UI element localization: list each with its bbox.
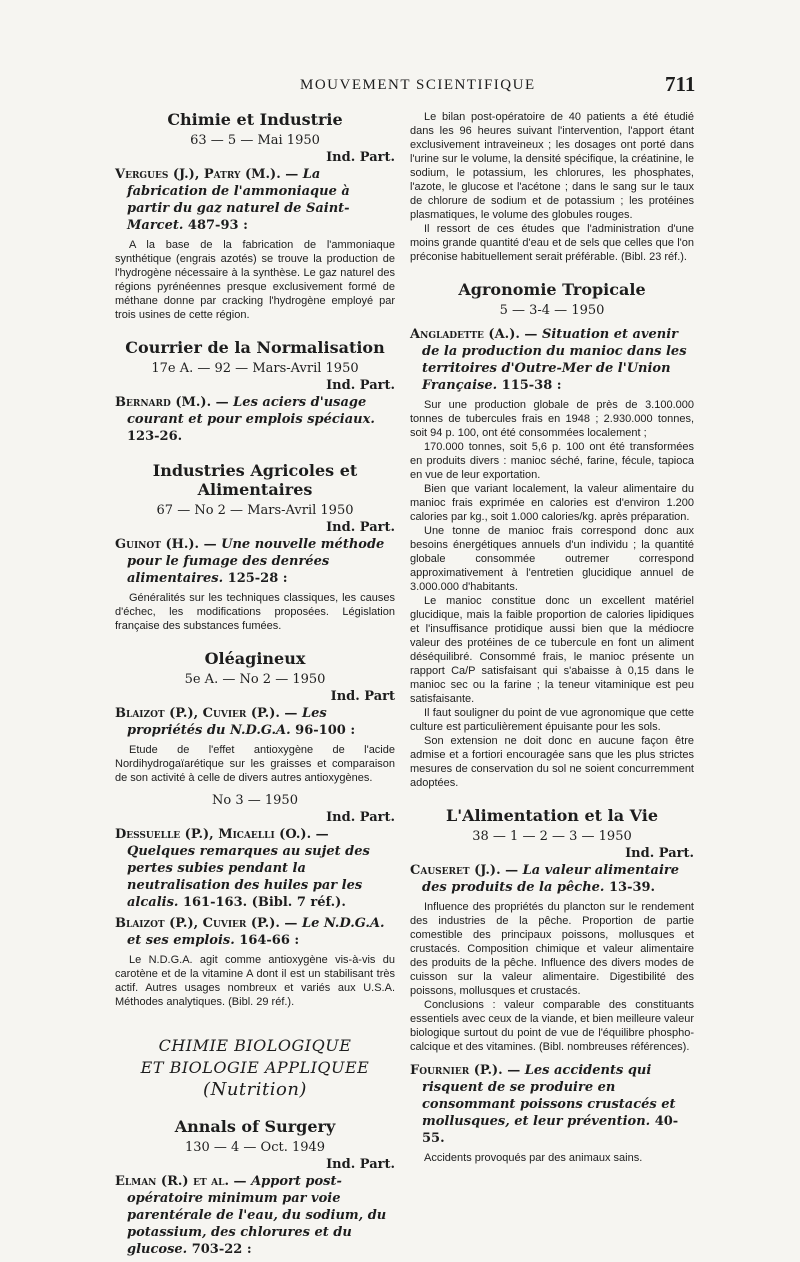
citation-authors: Fournier (P.). —	[410, 1063, 525, 1078]
journal-title: Chimie et Industrie	[167, 110, 343, 129]
citation-title: Les accidents qui risquent de se produire en consommant poissons crustacés et mollusques, et leur prévention.	[422, 1063, 676, 1129]
abstract-paragraph: Etude de l'effet antioxygène de l'acide Nordihydrogaïarétique sur les graisses et comparaison de son activité à celle de divers autres antioxygènes.	[115, 744, 395, 784]
citation-pages: 161-163. (Bibl. 7 réf.).	[178, 895, 346, 910]
citation-authors: Elman (R.) et al. —	[115, 1174, 252, 1189]
abstract-paragraph: Son extension ne doit donc en aucune façon être admise et a fortiori encouragée sans que les plus strictes mesures de conservation du sol ne soient concurremment adoptées.	[410, 735, 694, 789]
abstract-paragraph: Influence des propriétés du plancton sur le rendement des industries de la pêche. Proportion de partie comestible des principaux poissons, mollusques et crustacés. Composition chimique et valeur alimentaire des produits de la pêche. Influence des divers modes de cuisson sur la valeur alimentaire. Digestibilité des poissons, mollusques et crustacés.	[410, 901, 694, 997]
citation-authors: Dessuelle (P.), Micaelli (O.). —	[115, 827, 329, 842]
citation-pages: 115-38 :	[497, 378, 562, 393]
citation-pages: 125-28 :	[223, 571, 288, 586]
journal-issue: 5 — 3-4 — 1950	[499, 303, 605, 318]
abstract-paragraph: A la base de la fabrication de l'ammoniaque synthétique (engrais azotés) se trouve la production de l'hydrogène nécessaire à la synthèse. Le gaz naturel des régions pyrénéennes presque exclusivement formé de méthane donne par cracking l'hydrogène employé par trois usines de cette région.	[115, 239, 395, 321]
citation-authors: Causeret (J.). —	[410, 863, 523, 878]
index-label: Ind. Part.	[326, 1157, 395, 1172]
journal-issue: 130 — 4 — Oct. 1949	[184, 1140, 326, 1155]
citation-authors: Blaizot (P.), Cuvier (P.). —	[115, 706, 302, 721]
citation-title: Les aciers d'usage courant et pour emplois spéciaux.	[127, 395, 375, 427]
journal-title: Agronomie Tropicale	[458, 280, 646, 299]
citation-authors: Vergues (J.), Patry (M.). —	[115, 167, 303, 182]
journal-title: L'Alimentation et la Vie	[445, 806, 659, 825]
citation-title: Apport post-opératoire minimum par voie parentérale de l'eau, du sodium, du potassium, des chlorures et du glucose.	[127, 1174, 387, 1257]
citation-pages: 13-39.	[604, 880, 656, 895]
abstract-paragraph: Le bilan post-opératoire de 40 patients a été étudié dans les 96 heures suivant l'intervention, l'apport étant exclusivement intraveineux ; les dosages ont porté dans l'urine sur le volume, la densité spécifique, la créatinine, le sodium, le potassium, les chlorures, les phosphates, l'azote, le glucose et l'acétone ; dans le sang sur le taux de chlorure de sodium et de potassium ; les protéines plasmatiques, le volume des globules rouges.	[410, 111, 694, 221]
index-label: Ind. Part	[330, 689, 395, 704]
journal-issue: No 3 — 1950	[212, 793, 298, 808]
citation-authors: Angladette (A.). —	[410, 327, 542, 342]
abstract-paragraph: Il ressort de ces études que l'administration d'une moins grande quantité d'eau et de sels que celles que l'on préconise habituellement serait préférable. (Bibl. 23 réf.).	[410, 223, 694, 263]
abstract-paragraph: Conclusions : valeur comparable des constituants essentiels avec ceux de la viande, et bien meilleure valeur biologique surtout du point de vue de l'équilibre phospho-calcique et des vitamines. (Bibl. nombreuses références).	[410, 999, 694, 1053]
section-heading-line: ET BIOLOGIE APPLIQUEE	[140, 1058, 370, 1077]
abstract-paragraph: Généralités sur les techniques classiques, les causes d'échec, les modifications proposées. Législation française des substances fumées.	[115, 592, 395, 632]
journal-title: Oléagineux	[204, 649, 306, 668]
section-heading-line: CHIMIE BIOLOGIQUE	[158, 1036, 352, 1055]
citation-pages: 96-100 :	[290, 723, 356, 738]
right-column	[410, 110, 694, 1165]
citation-pages: 40-55.	[422, 1114, 679, 1146]
abstract	[410, 900, 694, 1054]
journal-issue: 17e A. — 92 — Mars-Avril 1950	[151, 361, 359, 376]
citation-authors: Bernard (M.). —	[115, 395, 234, 410]
abstract-paragraph: Bien que variant localement, la valeur alimentaire du manioc frais exprimée en calories est d'environ 1.200 calories par kg., soit 1.000 calories/kg. après préparation.	[410, 483, 694, 523]
journal-title: Annals of Surgery	[174, 1117, 336, 1136]
abstract-paragraph: Accidents provoqués par des animaux sains.	[424, 1152, 643, 1164]
citation-authors: Guinot (H.). —	[115, 537, 222, 552]
abstract	[115, 238, 395, 322]
citation-pages: 164-66 :	[234, 933, 300, 948]
citation	[410, 1062, 694, 1147]
citation	[115, 1173, 395, 1258]
citation	[115, 536, 395, 587]
citation-title: Quelques remarques au sujet des pertes subies pendant la neutralisation des huiles par les alcalis.	[127, 844, 370, 910]
citation	[410, 326, 694, 394]
index-label: Ind. Part.	[326, 810, 395, 825]
index-label: Ind. Part.	[326, 520, 395, 535]
citation-title: Une nouvelle méthode pour le fumage des denrées alimentaires.	[127, 537, 385, 586]
abstract-paragraph: Une tonne de manioc frais correspond donc aux besoins énergétiques annuels d'un individu ; la quantité globale consommée outremer correspond approximativement à l'entretien glucidique annuel de 3.000.000 d'habitants.	[410, 525, 694, 593]
journal-issue: 67 — No 2 — Mars-Avril 1950	[156, 503, 354, 518]
citation-pages: 703-22 :	[187, 1242, 252, 1257]
citation	[115, 826, 395, 911]
abstract	[115, 743, 395, 785]
citation-title: La valeur alimentaire des produits de la pêche.	[422, 863, 680, 895]
citation-pages: 123-26.	[127, 429, 183, 444]
journal-issue: 63 — 5 — Mai 1950	[190, 133, 320, 148]
abstract-paragraph: 170.000 tonnes, soit 5,6 p. 100 ont été transformées en produits divers : manioc séché, farine, fécule, tapioca en vue de leur exportation.	[410, 441, 694, 481]
running-title: MOUVEMENT SCIENTIFIQUE	[300, 77, 536, 93]
journal-title: Industries Agricoles et Alimentaires	[152, 461, 358, 499]
section-heading	[115, 1035, 395, 1101]
citation-pages: 487-93 :	[183, 218, 248, 233]
page-number: 711	[665, 72, 696, 96]
abstract-paragraph: Sur une production globale de près de 3.100.000 tonnes de tubercules frais en 1948 ; 2.930.000 tonnes, soit 94 p. 100, ont été consommées localement ;	[410, 399, 694, 439]
citation	[410, 862, 694, 896]
citation	[115, 394, 395, 445]
abstract	[410, 1151, 694, 1165]
abstract	[410, 398, 694, 790]
abstract	[115, 953, 395, 1009]
journal-title: Courrier de la Normalisation	[125, 338, 385, 357]
running-header	[0, 74, 800, 98]
index-label: Ind. Part.	[625, 846, 694, 861]
citation	[115, 166, 395, 234]
citation-title: Les propriétés du N.D.G.A.	[127, 706, 327, 738]
abstract-paragraph: Le N.D.G.A. agit comme antioxygène vis-à-vis du carotène et de la vitamine A dont il est un stabilisant très actif. Autres usages nombreux et variés aux U.S.A. Méthodes analytiques. (Bibl. 29 réf.).	[115, 954, 395, 1008]
citation-title: Le N.D.G.A. et ses emplois.	[127, 916, 385, 948]
journal-issue: 38 — 1 — 2 — 3 — 1950	[472, 829, 632, 844]
citation-title: La fabrication de l'ammoniaque à partir du gaz naturel de Saint-Marcet.	[127, 167, 350, 233]
citation-authors: Blaizot (P.), Cuvier (P.). —	[115, 916, 302, 931]
abstract-paragraph: Il faut souligner du point de vue agronomique que cette culture est particulièrement épuisante pour les sols.	[410, 707, 694, 733]
citation	[115, 705, 395, 739]
journal-issue: 5e A. — No 2 — 1950	[184, 672, 326, 687]
section-subheading: (Nutrition)	[203, 1079, 307, 1100]
left-column	[115, 110, 395, 1262]
index-label: Ind. Part.	[326, 378, 395, 393]
citation-title: Situation et avenir de la production du manioc dans les territoires d'Outre-Mer de l'Union Française.	[422, 327, 687, 393]
abstract	[115, 591, 395, 633]
abstract-paragraph: Le manioc constitue donc un excellent matériel glucidique, mais la faible proportion de calories lipidiques et l'insuffisance protidique aussi bien que la médiocre valeur des protéines de ce tubercule en font un aliment déséquilibré. Consommé frais, le manioc présente un rapport Ca/P satisfaisant qui s'abaisse à 0,15 dans le manioc sec ou la farine ; la teneur vitaminique est peu satisfaisante.	[410, 595, 694, 705]
index-label: Ind. Part.	[326, 150, 395, 165]
citation	[115, 915, 395, 949]
abstract	[410, 110, 694, 264]
